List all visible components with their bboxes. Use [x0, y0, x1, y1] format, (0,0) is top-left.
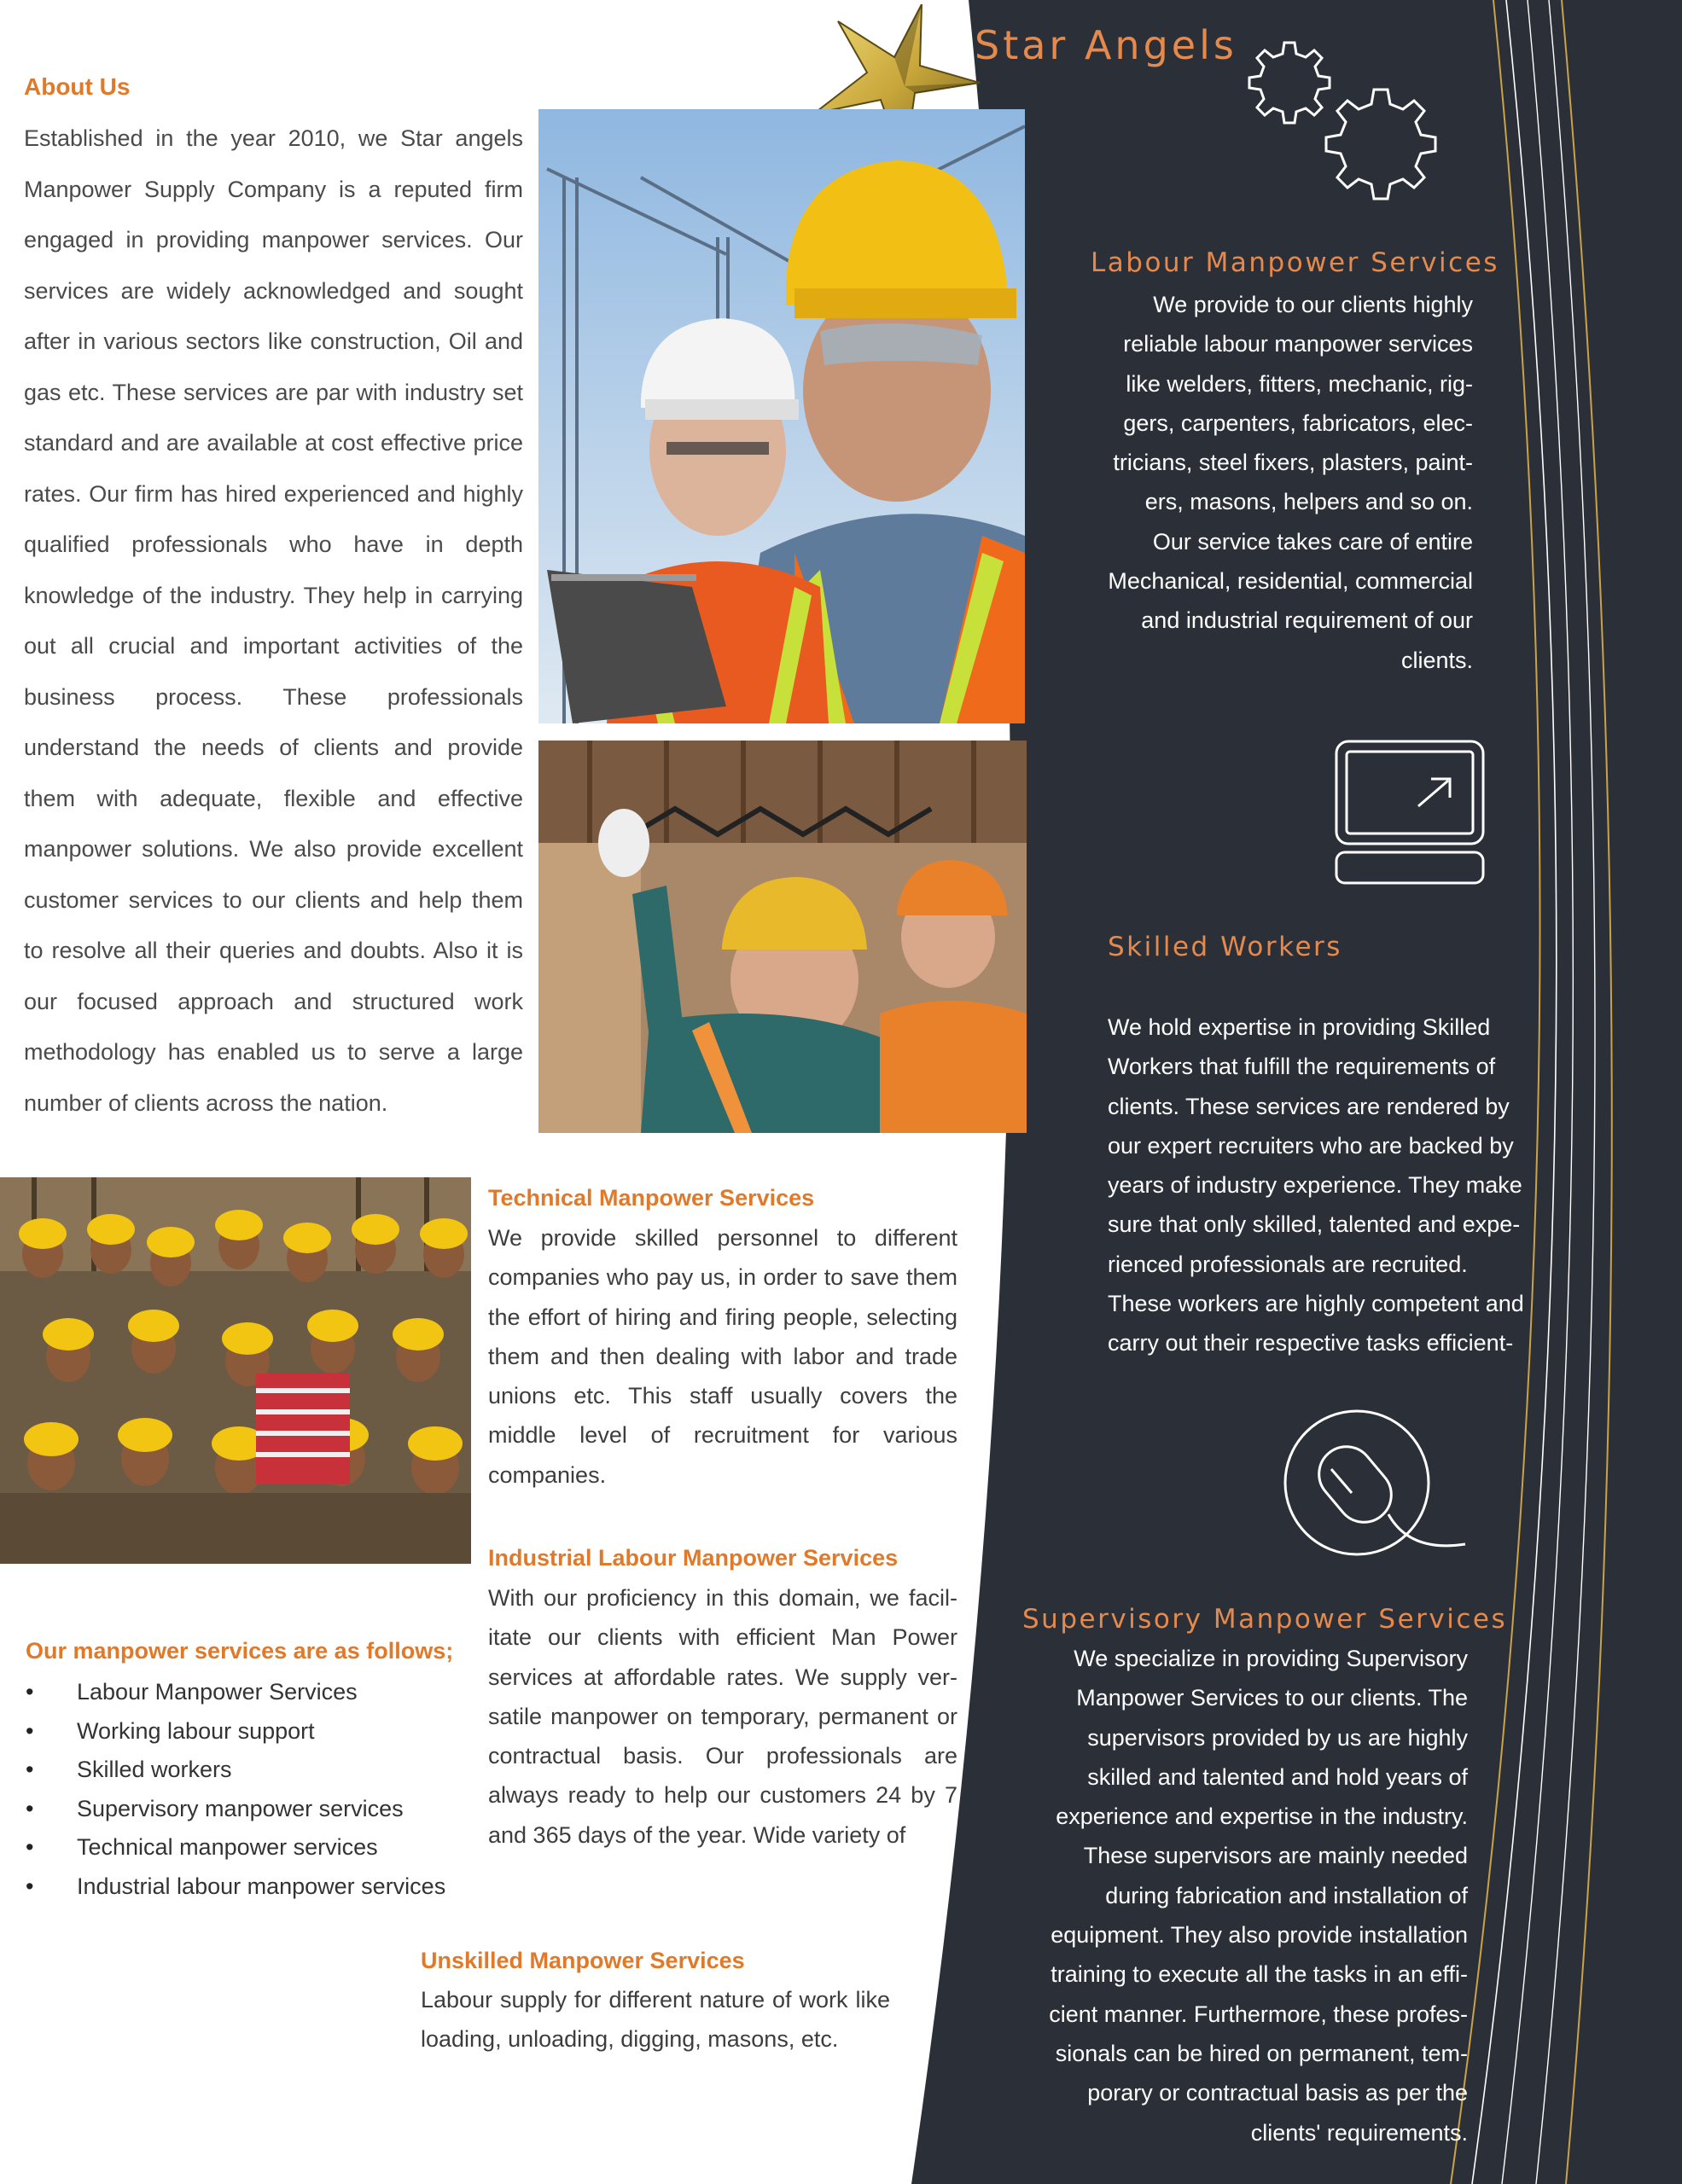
- labour-text: We provide to our clients highly reliable labour manpower services like welders, fitters, mechanic, rig- gers, carpenters, fabricators, elec- tricians, steel fixers, plasters, paint- ers, masons, helpers and so on. Our service takes care of entire Mechanical, residential, commercial and industrial requirement of our clients.: [1108, 292, 1473, 673]
- gears-icon: [1237, 38, 1442, 218]
- skilled-heading: Skilled Workers: [1108, 932, 1342, 962]
- labour-heading: Labour Manpower Services: [1091, 247, 1499, 278]
- unskilled-text: Labour supply for different nature of work like loading, unloading, digging, masons, etc.: [421, 1987, 890, 2053]
- list-item: • Technical manpower services: [26, 1828, 486, 1867]
- laptop-icon: [1333, 738, 1487, 887]
- brand-name: Star Angels: [975, 22, 1237, 68]
- industrial-heading: Industrial Labour Manpower Services: [488, 1545, 899, 1571]
- services-list-heading: Our manpower services are as follows;: [26, 1638, 454, 1664]
- about-heading: About Us: [24, 73, 131, 100]
- engineers-photo: [538, 109, 1025, 723]
- technical-text: We provide skilled personnel to different companies who pay us, in order to save them the effort of hiring and firing people, selecting them and then dealing with labor and trade unions etc. This staff usually covers the middle level of recruitment for various companies.: [488, 1225, 957, 1488]
- workers-group-photo: [0, 1177, 471, 1564]
- list-item: • Industrial labour manpower services: [26, 1867, 486, 1907]
- about-text: Established in the year 2010, we Star angels Manpower Supply Company is a reputed firm engaged in providing manpower services. Our services are widely acknowledged and sought after in various sectors like construction, Oil and gas etc. These services are par with industry set standard and are available at cost effective price rates. Our firm has hired experienced and highly qualified professionals who have in depth knowledge of the industry. They help in carrying out all crucial and important activities of the business process. These professionals understand the needs of clients and provide them with adequate, flexible and effective manpower solutions. We also provide excellent customer services to our clients and help them to resolve all their queries and doubts. Also it is our focused approach and structured work methodology has enabled us to serve a large number of clients across the nation.: [24, 125, 523, 1116]
- mouse-icon: [1282, 1408, 1468, 1563]
- technical-heading: Technical Manpower Services: [488, 1185, 815, 1211]
- services-list: [26, 1673, 486, 1906]
- skilled-text: We hold expertise in providing Skilled Workers that fulfill the requirements of clients. These services are rendered by our expert recruiters who are backed by years of industry experience. They make sure that only skilled, talented and expe- rienced professionals are recruited. These workers are highly competent and carry out their respective tasks efficient-: [1108, 1014, 1524, 1356]
- list-item: • Skilled workers: [26, 1751, 486, 1790]
- supervisory-heading: Supervisory Manpower Services: [1022, 1604, 1508, 1635]
- list-item: • Working labour support: [26, 1712, 486, 1751]
- unskilled-heading: Unskilled Manpower Services: [421, 1948, 745, 1973]
- industrial-text: With our proficiency in this domain, we facilitate our clients with efficient Man Power services at affordable rates. We supply versatile manpower on temporary, permanent or contractual basis. Our professionals are always ready to help our customers 24 by 7 and 365 days of the year. Wide variety of: [488, 1585, 957, 1848]
- supervisory-text: We specialize in providing Supervisory Manpower Services to our clients. The supervisors provided by us are highly skilled and talented and hold years of experience and expertise in the industry. These supervisors are mainly needed during fabrication and installation of equipment. They also provide installation training to execute all the tasks in an effi- cient manner. Furthermore, these profes- sionals can be hired on permanent, tem- porary or contractual basis as per the clients' requirements.: [1049, 1646, 1468, 2146]
- list-item: • Labour Manpower Services: [26, 1673, 486, 1712]
- workers-tools-photo: [538, 741, 1027, 1133]
- list-item: • Supervisory manpower services: [26, 1790, 486, 1829]
